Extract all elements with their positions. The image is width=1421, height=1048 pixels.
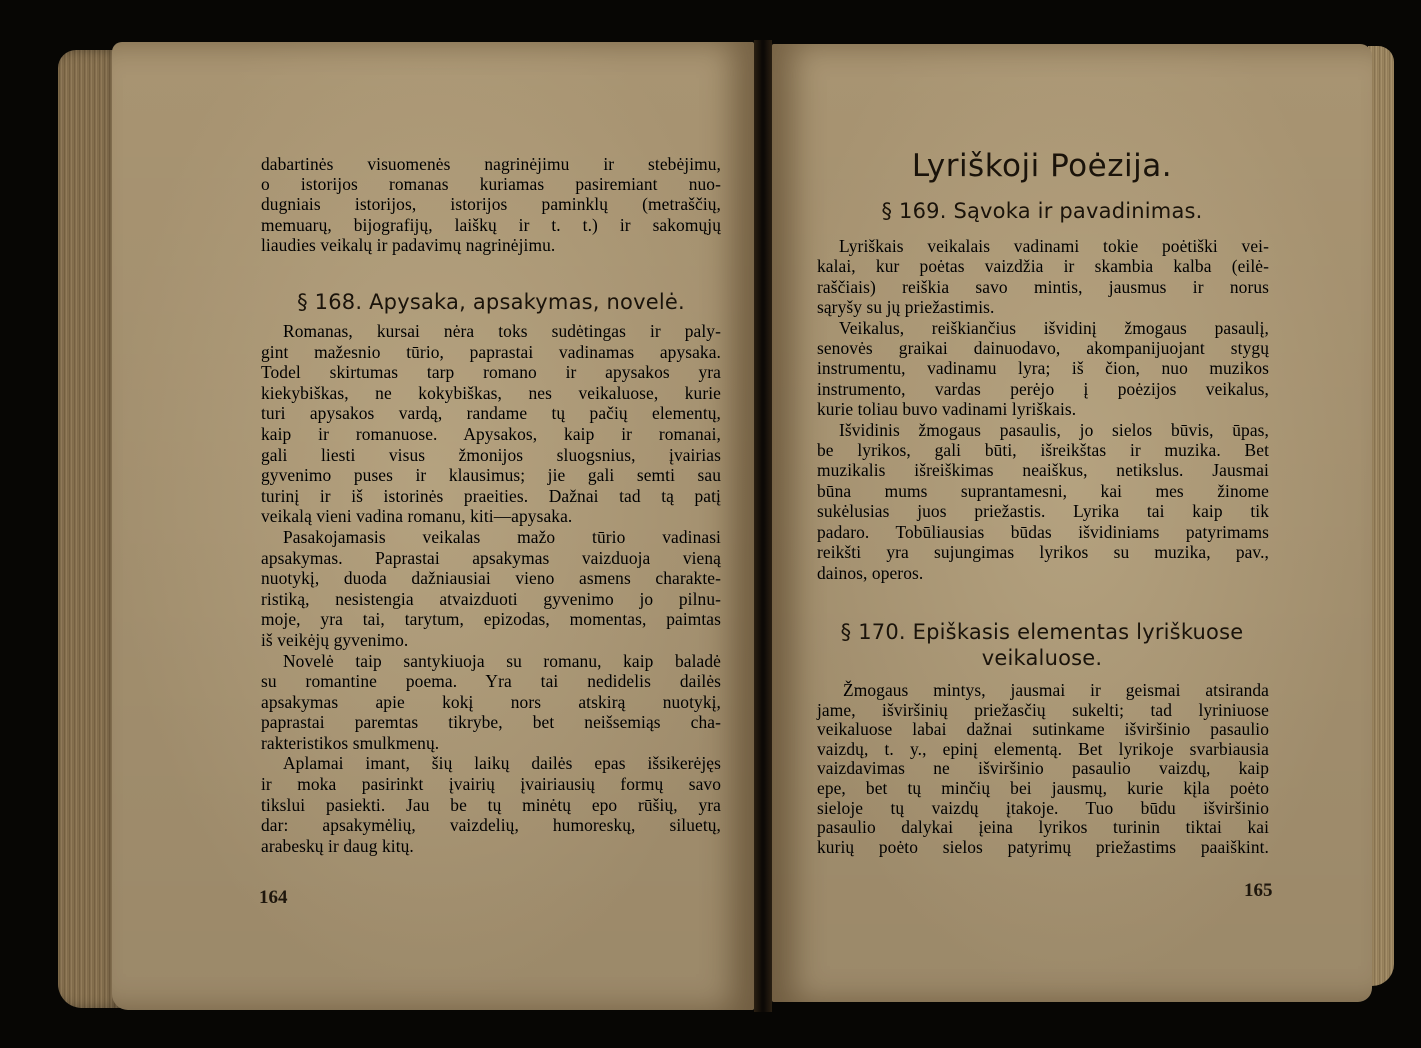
text-line: o istorijos romanas kuriamas pasiremiant nuo-	[261, 174, 721, 195]
text-line: Išvidinis žmogaus pasaulis, jo sielos būvis, ūpas,	[839, 419, 1269, 440]
section-heading-170-line1: § 170. Epiškasis elementas lyriškuose	[840, 620, 1244, 644]
text-line: rakteristikos smulkmenų.	[261, 732, 440, 753]
text-line: senovės graikai dainuodavo, akompanijuojant stygų	[817, 338, 1269, 359]
text-line: ir moka pasirinkt įvairių įvairiausių formų savo	[261, 774, 721, 795]
text-line: be lyrikos, gali būti, išreikštas ir muzika. Bet	[817, 440, 1269, 461]
text-line: raščiais) reiškia savo mintis, jausmus ir norus	[817, 276, 1269, 297]
text-line: sąryšy su jų priežastimis.	[817, 297, 995, 318]
text-line: vaizdų, t. y., epinį elementą. Bet lyrikoje svarbiausia	[817, 738, 1269, 759]
text-line: apsakymas. Paprastai apsakymas vaizduoja vieną	[261, 547, 721, 568]
text-line: dar: apsakymėlių, vaizdelių, humoreskų, siluetų,	[261, 815, 721, 836]
text-line: memuarų, bijografijų, laiškų ir t. t.) ir sakomųjų	[261, 214, 721, 235]
text-line: kalai, kur poėtas vaizdžia ir skambia kalba (eilė-	[817, 256, 1269, 277]
text-line: instrumento, vardas perėjo į poėzijos veikalus,	[817, 378, 1269, 399]
text-line: instrumentu, vadinamu lyra; iš čion, nuo muzikos	[817, 358, 1269, 379]
text-line: Veikalus, reiškiančius išvidinį žmogaus pasaulį,	[839, 317, 1269, 338]
text-line: su romantine poema. Yra tai nedidelis dailės	[261, 671, 721, 692]
text-line: kaip ir romanuose. Apysakos, kaip ir romanai,	[261, 423, 721, 444]
text-line: epe, bet tų minčių bei jausmų, kurie kįla poėto	[817, 777, 1269, 798]
book-spine-gutter	[754, 40, 772, 1012]
text-line: gyvenimo puses ir klausimus; jie gali semti sau	[261, 465, 721, 486]
text-line: gali liesti visus žmonijos sluogsnius, įvairias	[261, 444, 721, 465]
text-line: turinį ir iš istorinės praeities. Dažnai tad tą patį	[261, 485, 721, 506]
left-opening-paragraph	[261, 154, 721, 255]
text-line: Žmogaus mintys, jausmai ir geismai atsiranda	[843, 680, 1269, 700]
right-section-169-text	[817, 236, 1269, 583]
page-number-right: 165	[1244, 880, 1273, 901]
text-line: dainos, operos.	[817, 562, 924, 583]
text-line: iš veikėjų gyvenimo.	[261, 629, 409, 650]
text-line: muzikalis išreiškimas neaiškus, netikslus. Jausmai	[817, 460, 1269, 481]
text-line: dabartinės visuomenės nagrinėjimu ir stebėjimu,	[261, 154, 721, 174]
right-section-170-text	[817, 681, 1269, 857]
section-heading-168: § 168. Apysaka, apsakymas, novelė.	[297, 290, 685, 314]
text-line: Novelė taip santykiuoja su romanu, kaip baladė	[283, 650, 721, 671]
text-line: kurių poėto sielos patyrimų priežastims paaiškint.	[817, 836, 1269, 857]
section-heading-170-line2: veikaluose.	[981, 646, 1103, 670]
text-line: paprastai paremtas tikrybe, bet neišsemiąs cha-	[261, 712, 721, 733]
text-line: būna mums suprantamesni, kai mes žinome	[817, 480, 1269, 501]
text-line: kurie toliau buvo vadinami lyriškais.	[817, 399, 1077, 420]
text-line: kiekybiškas, ne kokybiškas, nes veikaluose, kurie	[261, 382, 721, 403]
text-line: sieloje tų vaizdų įtakoje. Tuo būdu išviršinio	[817, 797, 1269, 818]
text-line: Lyriškais veikalais vadinami tokie poėtiški vei-	[839, 236, 1269, 256]
left-body-text	[261, 321, 721, 856]
text-line: Romanas, kursai nėra toks sudėtingas ir paly-	[283, 321, 721, 341]
text-line: turi apysakos vardą, randame tų pačių elementų,	[261, 403, 721, 424]
text-line: nuotykį, duoda dažniausiai vieno asmens charakte-	[261, 568, 721, 589]
text-line: padaro. Tobūliausias būdas išvidiniams patyrimams	[817, 521, 1269, 542]
text-line: gint mažesnio tūrio, paprastai vadinamas apysaka.	[261, 341, 721, 362]
text-line: apsakymas apie kokį nors atskirą nuotykį,	[261, 691, 721, 712]
text-line: veikaluose labai dažnai sutinkame išviršinio pasaulio	[817, 719, 1269, 740]
text-line: ristiką, nesistengia atvaizduoti gyvenimo jo pilnu-	[261, 588, 721, 609]
page-number-left: 164	[259, 887, 288, 908]
book-page-edges-left	[58, 50, 120, 1008]
text-line: Pasakojamasis veikalas mažo tūrio vadinasi	[283, 526, 721, 547]
text-line: Todel skirtumas tarp romano ir apysakos yra	[261, 362, 721, 383]
text-line: vaizdavimas ne išviršinio pasaulio vaizdų, kaip	[817, 758, 1269, 779]
text-line: sukėlusias juos priežastis. Lyrika tai kaip tik	[817, 501, 1269, 522]
text-line: moje, yra tai, tarytum, epizodas, momentas, paimtas	[261, 609, 721, 630]
text-line: tikslui pasiekti. Jau be tų minėtų epo rūšių, yra	[261, 794, 721, 815]
text-line: dugniais istorijos, istorijos paminklų (metraščių,	[261, 194, 721, 215]
text-line: liaudies veikalų ir padavimų nagrinėjimu.	[261, 234, 556, 255]
text-line: veikalą vieni vadina romanu, kiti—apysaka.	[261, 506, 573, 527]
text-line: arabeskų ir daug kitų.	[261, 835, 414, 856]
text-line: pasaulio dalykai įeina lyrikos turinin tiktai kai	[817, 817, 1269, 838]
text-line: jame, išviršinių priežasčių sukelti; tad lyriniuose	[817, 699, 1269, 720]
text-line: Aplamai imant, šių laikų dailės epas išsikerėjęs	[283, 753, 721, 774]
chapter-title: Lyriškoji Poėzija.	[911, 148, 1173, 184]
text-line: reikšti yra sujungimas lyrikos su muzika, pav.,	[817, 542, 1269, 563]
section-heading-169: § 169. Sąvoka ir pavadinimas.	[881, 199, 1203, 223]
